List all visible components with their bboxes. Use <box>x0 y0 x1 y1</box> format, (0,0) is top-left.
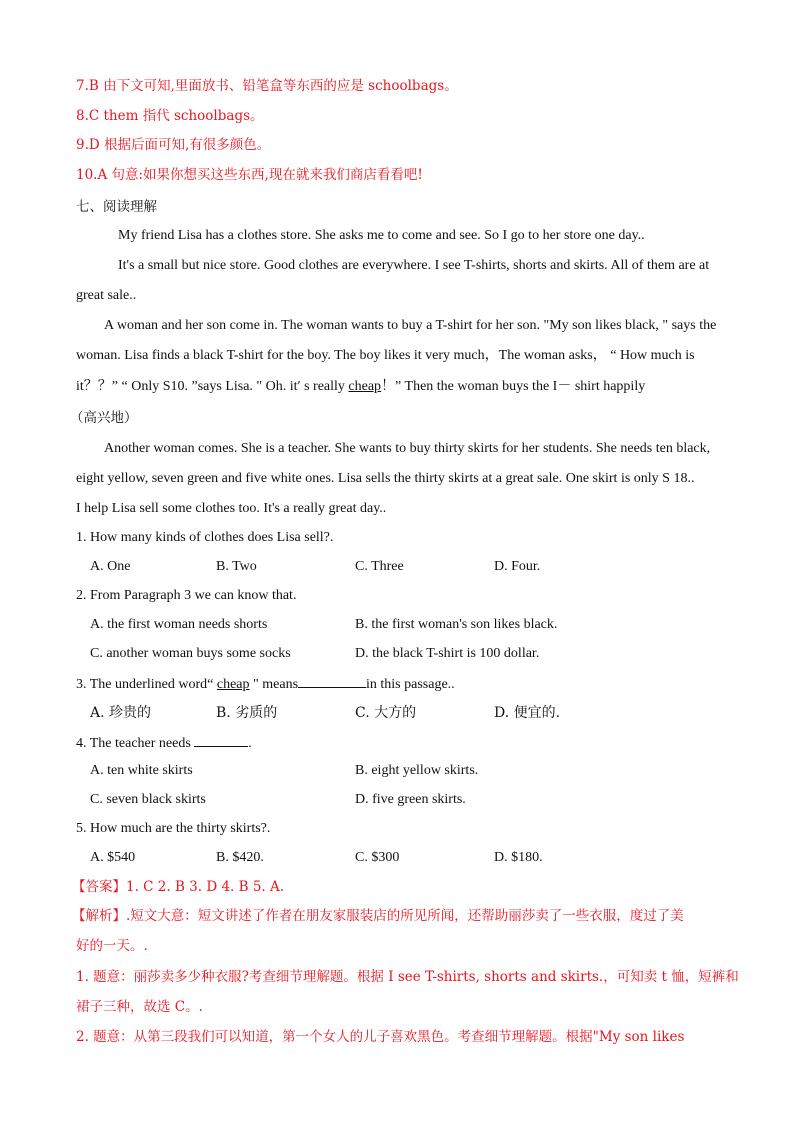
analysis-line-3: 1. 题意：丽莎卖多少种衣服?考查细节理解题。根据 I see T-shirts, shorts and skirts.，可知卖 t 恤，短裤和 <box>76 969 739 985</box>
q2-option-a: A. the first woman needs shorts <box>90 617 268 632</box>
q1-option-b: B. Two <box>216 559 257 574</box>
q3-option-b: B. 劣质的 <box>216 705 278 721</box>
q3-stem-mid: " means <box>249 677 299 692</box>
q4-option-a: A. ten white skirts <box>90 763 193 778</box>
passage-p3c-post: ！” Then the woman buys the I－ shirt happily <box>381 379 646 394</box>
question-3-stem <box>76 673 760 695</box>
underlined-word-cheap: cheap <box>348 379 382 394</box>
passage-p1: My friend Lisa has a clothes store. She asks me to come and see. So I go to her store one day.. <box>118 228 645 243</box>
q2-option-c: C. another woman buys some socks <box>90 646 291 661</box>
q3-underlined-word: cheap <box>216 677 250 692</box>
q3-option-a: A. 珍贵的 <box>90 705 152 721</box>
passage-p5: I help Lisa sell some clothes too. It's a really great day.. <box>76 501 387 516</box>
q1-option-d: D. Four. <box>494 559 541 574</box>
question-5-stem: 5. How much are the thirty skirts?. <box>76 821 271 836</box>
answer-line-10: 10.A 句意:如果你想买这些东西,现在就来我们商店看看吧! <box>76 167 423 183</box>
passage-p2b: great sale.. <box>76 288 137 303</box>
q3-stem-pre: 3. The underlined word“ <box>76 677 217 692</box>
q2-option-d: D. the black T-shirt is 100 dollar. <box>355 646 540 661</box>
q3-option-d: D. 便宜的. <box>494 705 561 721</box>
answer-line-8: 8.C them 指代 schoolbags。 <box>76 108 264 124</box>
passage-p4a: Another woman comes. She is a teacher. She wants to buy thirty skirts for her students. She needs ten black, <box>104 441 711 456</box>
q4-stem-post: . <box>248 736 252 751</box>
q4-option-b: B. eight yellow skirts. <box>355 763 479 778</box>
answer-line-9: 9.D 根据后面可知,有很多颜色。 <box>76 137 271 153</box>
passage-p4b: eight yellow, seven green and five white ones. Lisa sells the thirty skirts at a great sale. One skirt is only S 18.. <box>76 471 695 486</box>
passage-p2a: It's a small but nice store. Good clothes are everywhere. I see T-shirts, shorts and skirts. All of them are at <box>118 258 710 273</box>
analysis-line-2: 好的一天。. <box>76 938 148 954</box>
answer-line-7: 7.B 由下文可知,里面放书、铅笔盒等东西的应是 schoolbags。 <box>76 78 458 94</box>
analysis-line-4: 裙子三种，故选 C。. <box>76 999 203 1015</box>
q4-option-c: C. seven black skirts <box>90 792 206 807</box>
passage-p3d: （高兴地） <box>70 410 138 426</box>
q2-option-b: B. the first woman's son likes black. <box>355 617 558 632</box>
q4-stem-pre: 4. The teacher needs <box>76 736 195 751</box>
passage-p3c <box>76 377 760 397</box>
passage-p3a: A woman and her son come in. The woman wants to buy a T-shirt for her son. "My son likes black, " says the <box>104 318 717 333</box>
answer-key: 【答案】1. C 2. B 3. D 4. B 5. A. <box>72 879 285 895</box>
q5-option-d: D. $180. <box>494 850 543 865</box>
q5-option-c: C. $300 <box>355 850 400 865</box>
analysis-line-5: 2. 题意：从第三段我们可以知道，第一个女人的儿子喜欢黑色。考查细节理解题。根据"My son likes <box>76 1029 685 1045</box>
q1-option-c: C. Three <box>355 559 404 574</box>
section-title: 七、阅读理解 <box>76 199 157 215</box>
q3-answer-blank <box>298 673 366 688</box>
q4-answer-blank <box>194 732 248 747</box>
q5-option-a: A. $540 <box>90 850 136 865</box>
analysis-line-1: 【解析】.短文大意：短文讲述了作者在朋友家服装店的所见所闻，还帮助丽莎卖了一些衣服，度过了美 <box>72 908 684 924</box>
passage-p3b: woman. Lisa finds a black T-shirt for the boy. The boy likes it very much，The woman asks， “ How much is <box>76 348 695 363</box>
q3-option-c: C. 大方的 <box>355 705 417 721</box>
q4-option-d: D. five green skirts. <box>355 792 466 807</box>
passage-p3c-pre: it？？” “ Only S10. ”says Lisa. " Oh. it′ s really <box>76 379 349 394</box>
q3-stem-post: in this passage.. <box>366 677 455 692</box>
question-4-stem <box>76 732 760 754</box>
question-2-stem: 2. From Paragraph 3 we can know that. <box>76 588 297 603</box>
question-1-stem: 1. How many kinds of clothes does Lisa sell?. <box>76 530 334 545</box>
q1-option-a: A. One <box>90 559 131 574</box>
q5-option-b: B. $420. <box>216 850 264 865</box>
